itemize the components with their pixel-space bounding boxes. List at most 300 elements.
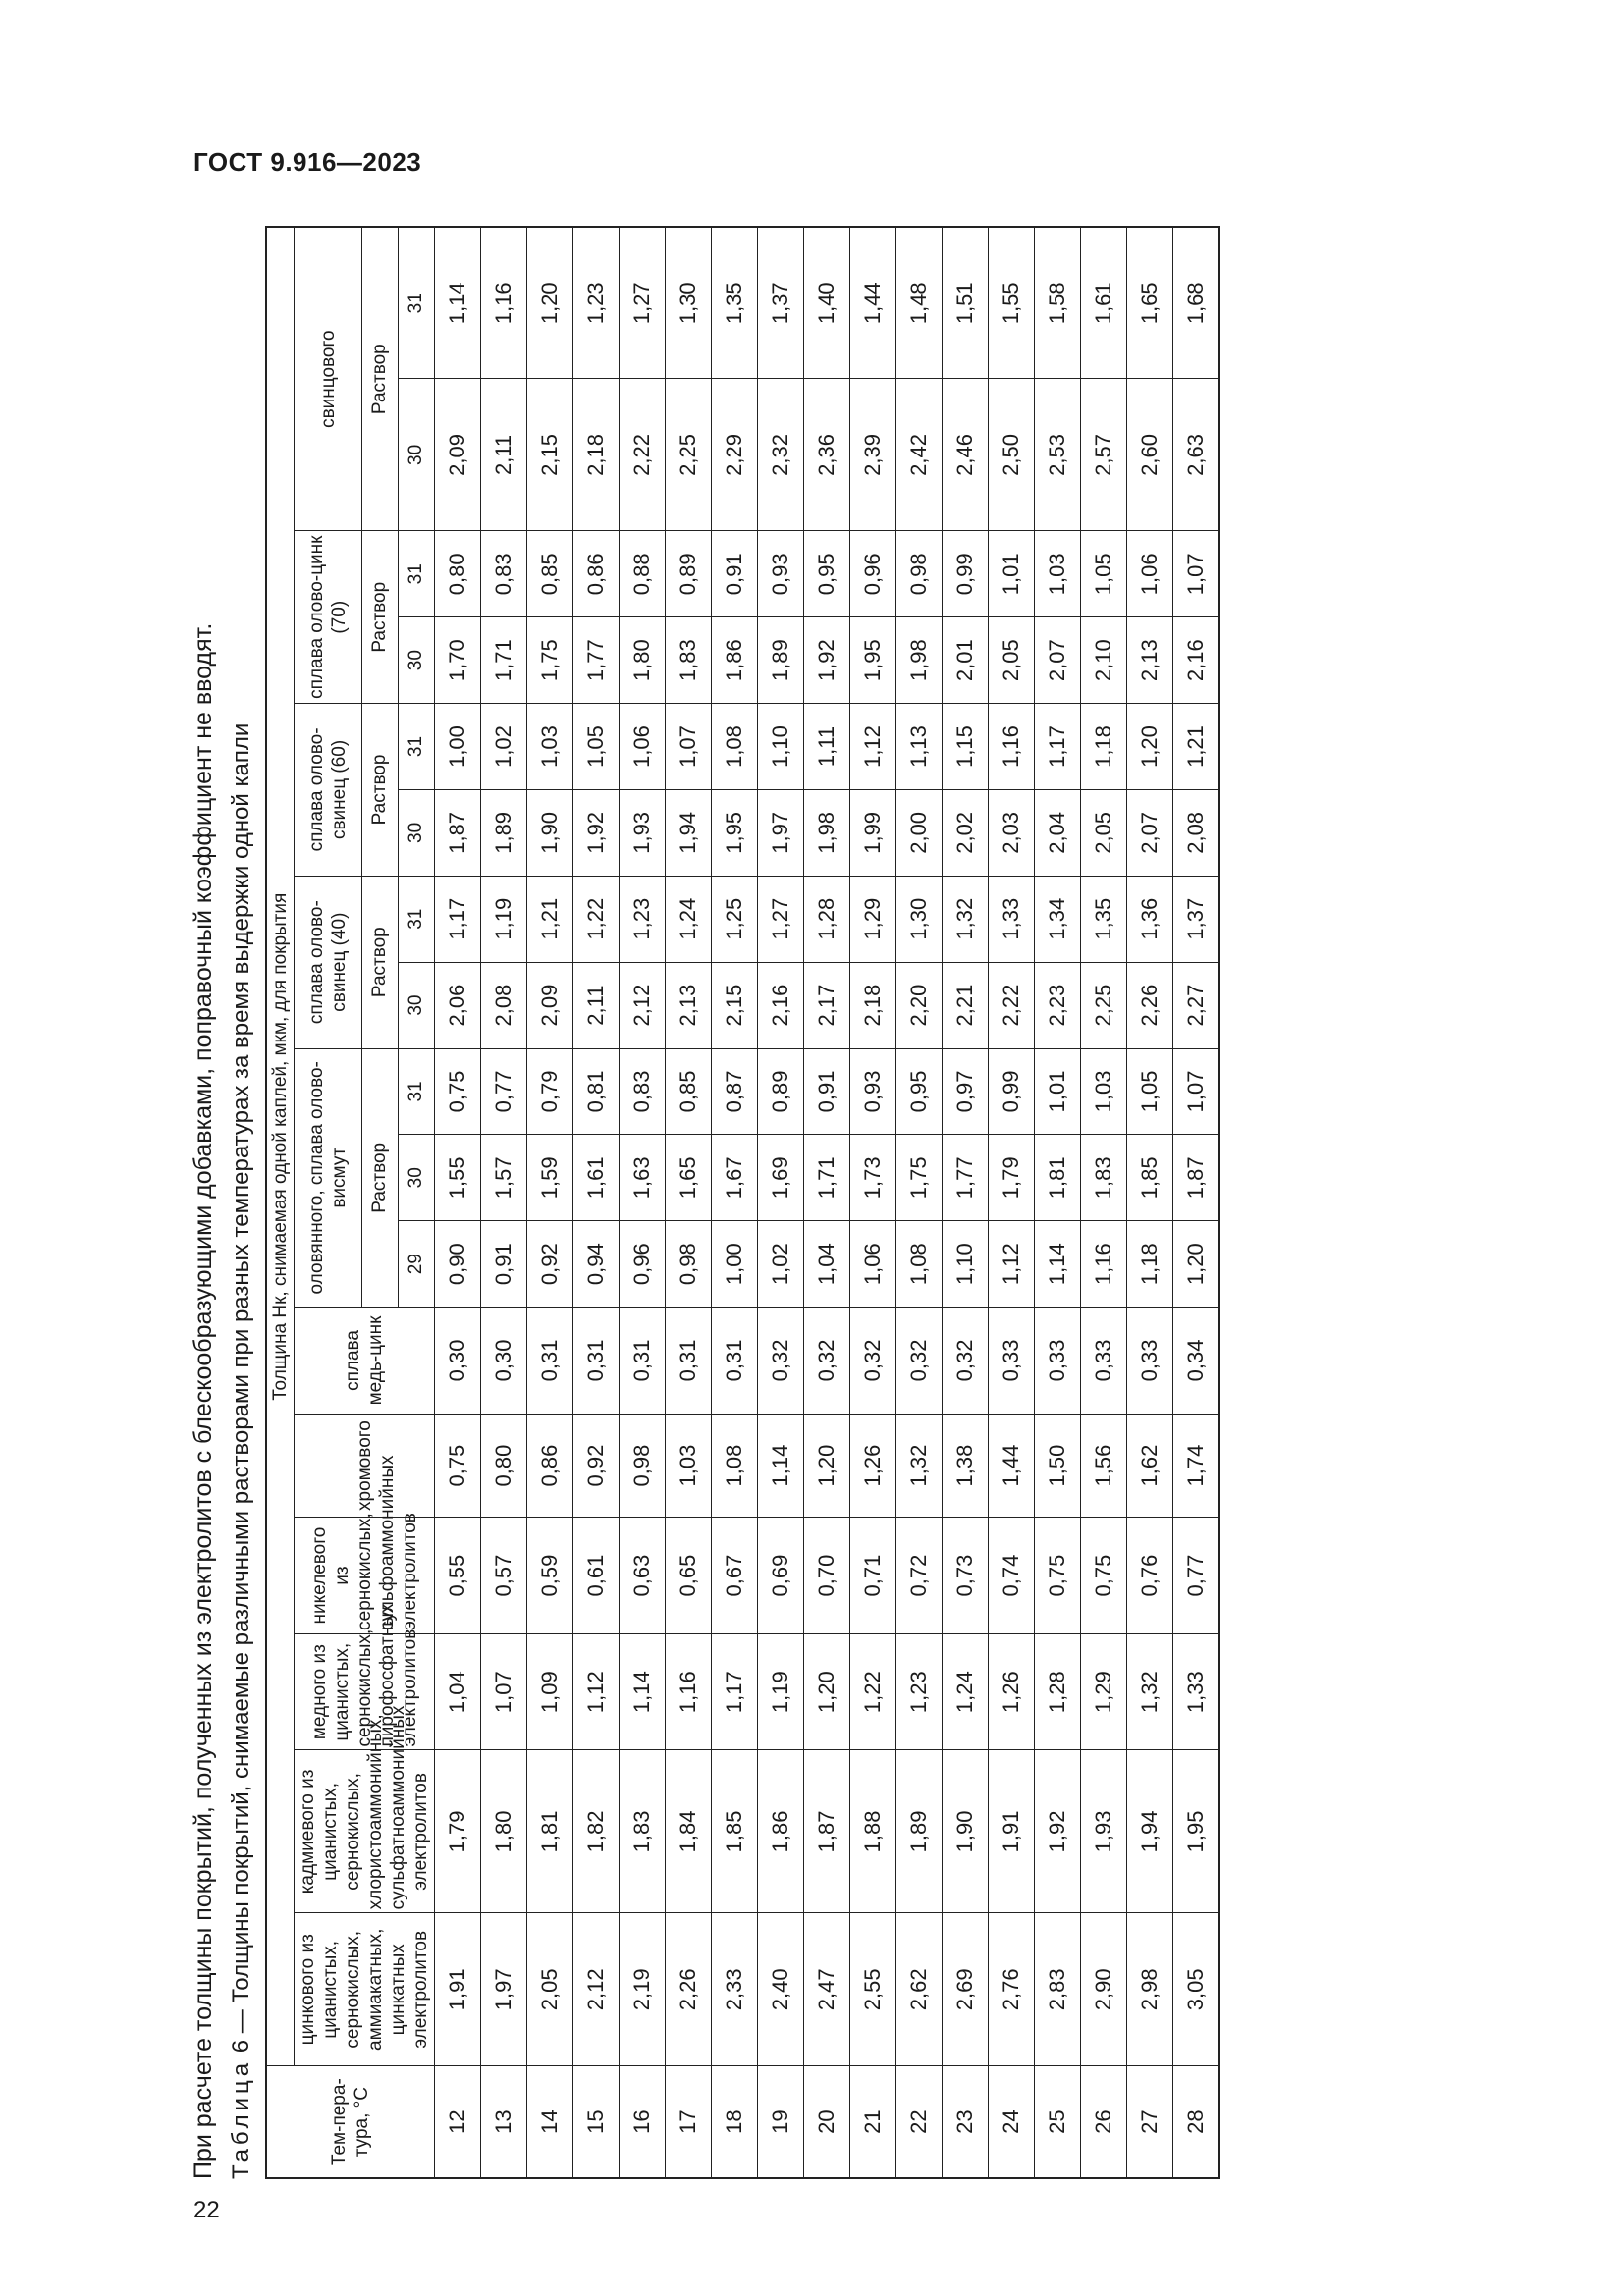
col-chromium: хромового xyxy=(295,1414,435,1517)
solution-number: 31 xyxy=(399,1048,435,1135)
thickness-cell: 2,19 xyxy=(620,1913,666,2066)
thickness-cell: 1,84 xyxy=(666,1750,712,1913)
table-row xyxy=(1035,227,1081,2178)
thickness-cell: 2,90 xyxy=(1081,1913,1127,2066)
thickness-cell: 1,06 xyxy=(1127,531,1173,617)
thickness-cell: 1,27 xyxy=(620,227,666,379)
thickness-cell: 2,00 xyxy=(896,789,943,876)
thickness-cell: 2,18 xyxy=(850,962,896,1048)
thickness-cell: 0,34 xyxy=(1173,1308,1220,1415)
thickness-cell: 0,92 xyxy=(527,1221,573,1308)
thickness-cell: 1,18 xyxy=(1127,1221,1173,1308)
thickness-cell: 2,11 xyxy=(573,962,620,1048)
thickness-cell: 1,80 xyxy=(481,1750,527,1913)
table-row xyxy=(527,227,573,2178)
solution-number: 30 xyxy=(399,1135,435,1221)
thickness-cell: 1,56 xyxy=(1081,1414,1127,1517)
thickness-cell: 1,11 xyxy=(804,704,850,790)
thickness-cell: 1,92 xyxy=(1035,1750,1081,1913)
table-caption xyxy=(226,226,257,2179)
thickness-cell: 0,93 xyxy=(758,531,804,617)
thickness-cell: 2,09 xyxy=(435,379,481,531)
thickness-cell: 1,90 xyxy=(527,789,573,876)
thickness-cell: 1,79 xyxy=(435,1750,481,1913)
thickness-cell: 0,31 xyxy=(620,1308,666,1415)
temperature-cell: 12 xyxy=(435,2066,481,2178)
thickness-cell: 1,17 xyxy=(1035,704,1081,790)
thickness-cell: 1,33 xyxy=(989,876,1035,962)
thickness-cell: 0,31 xyxy=(527,1308,573,1415)
thickness-cell: 1,89 xyxy=(758,617,804,704)
thickness-cell: 1,99 xyxy=(850,789,896,876)
thickness-cell: 2,05 xyxy=(989,617,1035,704)
thickness-cell: 1,26 xyxy=(989,1633,1035,1750)
thickness-cell: 1,97 xyxy=(758,789,804,876)
thickness-cell: 2,16 xyxy=(758,962,804,1048)
thickness-cell: 1,12 xyxy=(989,1221,1035,1308)
thickness-cell: 1,83 xyxy=(620,1750,666,1913)
thickness-cell: 1,19 xyxy=(481,876,527,962)
rotated-content xyxy=(187,226,1488,2179)
thickness-cell: 0,93 xyxy=(850,1048,896,1135)
table-row xyxy=(481,227,527,2178)
thickness-cell: 1,37 xyxy=(1173,876,1220,962)
thickness-cell: 2,33 xyxy=(712,1913,758,2066)
document-header: ГОСТ 9.916—2023 xyxy=(193,147,422,177)
thickness-cell: 0,97 xyxy=(943,1048,989,1135)
thickness-cell: 1,28 xyxy=(1035,1633,1081,1750)
thickness-cell: 1,20 xyxy=(527,227,573,379)
thickness-cell: 1,67 xyxy=(712,1135,758,1221)
thickness-cell: 1,92 xyxy=(573,789,620,876)
col-cadmium: кадмиевого из цианистых, сернокислых, хлористоаммонийных, сульфатноаммонийных электролитов xyxy=(295,1750,435,1913)
solution-label-zn70: Раствор xyxy=(362,531,399,704)
thickness-cell: 2,09 xyxy=(527,962,573,1048)
thickness-cell: 1,91 xyxy=(989,1750,1035,1913)
thickness-cell: 3,05 xyxy=(1173,1913,1220,2066)
thickness-cell: 1,06 xyxy=(620,704,666,790)
thickness-cell: 0,76 xyxy=(1127,1518,1173,1634)
temperature-cell: 21 xyxy=(850,2066,896,2178)
table-row xyxy=(573,227,620,2178)
thickness-cell: 0,95 xyxy=(804,531,850,617)
thickness-cell: 1,74 xyxy=(1173,1414,1220,1517)
thickness-cell: 2,60 xyxy=(1127,379,1173,531)
thickness-cell: 2,76 xyxy=(989,1913,1035,2066)
thickness-cell: 1,95 xyxy=(1173,1750,1220,1913)
thickness-cell: 1,10 xyxy=(758,704,804,790)
thickness-cell: 0,31 xyxy=(712,1308,758,1415)
thickness-cell: 1,65 xyxy=(666,1135,712,1221)
thickness-cell: 1,00 xyxy=(435,704,481,790)
temperature-cell: 16 xyxy=(620,2066,666,2178)
thickness-cell: 1,20 xyxy=(1127,704,1173,790)
thickness-cell: 0,94 xyxy=(573,1221,620,1308)
thickness-cell: 1,61 xyxy=(1081,227,1127,379)
thickness-cell: 0,33 xyxy=(989,1308,1035,1415)
thickness-cell: 2,53 xyxy=(1035,379,1081,531)
thickness-cell: 1,21 xyxy=(1173,704,1220,790)
col-copper-zinc: сплава медь-цинк xyxy=(295,1308,435,1415)
thickness-cell: 1,61 xyxy=(573,1135,620,1221)
thickness-cell: 1,05 xyxy=(1081,531,1127,617)
thickness-cell: 1,23 xyxy=(896,1633,943,1750)
thickness-cell: 2,05 xyxy=(1081,789,1127,876)
thickness-cell: 1,55 xyxy=(989,227,1035,379)
thickness-cell: 1,32 xyxy=(896,1414,943,1517)
thickness-cell: 2,62 xyxy=(896,1913,943,2066)
thickness-cell: 1,17 xyxy=(712,1633,758,1750)
thickness-cell: 1,59 xyxy=(527,1135,573,1221)
thickness-cell: 0,75 xyxy=(1035,1518,1081,1634)
thickness-cell: 1,05 xyxy=(573,704,620,790)
thickness-cell: 1,81 xyxy=(1035,1135,1081,1221)
solution-number: 30 xyxy=(399,617,435,704)
thickness-cell: 0,96 xyxy=(850,531,896,617)
thickness-cell: 1,87 xyxy=(804,1750,850,1913)
thickness-cell: 1,30 xyxy=(896,876,943,962)
thickness-cell: 1,08 xyxy=(712,1414,758,1517)
thickness-cell: 1,80 xyxy=(620,617,666,704)
thickness-cell: 2,06 xyxy=(435,962,481,1048)
temperature-cell: 18 xyxy=(712,2066,758,2178)
thickness-cell: 2,23 xyxy=(1035,962,1081,1048)
thickness-cell: 1,86 xyxy=(712,617,758,704)
thickness-cell: 1,07 xyxy=(481,1633,527,1750)
thickness-cell: 1,03 xyxy=(1035,531,1081,617)
table-row xyxy=(850,227,896,2178)
thickness-cell: 1,71 xyxy=(481,617,527,704)
thickness-table xyxy=(265,226,1220,2179)
solution-label-pb60: Раствор xyxy=(362,704,399,877)
thickness-cell: 1,77 xyxy=(573,617,620,704)
thickness-cell: 2,47 xyxy=(804,1913,850,2066)
thickness-cell: 2,69 xyxy=(943,1913,989,2066)
thickness-cell: 0,77 xyxy=(481,1048,527,1135)
solution-number: 30 xyxy=(399,962,435,1048)
thickness-cell: 1,73 xyxy=(850,1135,896,1221)
table-body xyxy=(435,227,1220,2178)
thickness-cell: 1,38 xyxy=(943,1414,989,1517)
thickness-cell: 2,29 xyxy=(712,379,758,531)
thickness-cell: 1,13 xyxy=(896,704,943,790)
thickness-cell: 2,36 xyxy=(804,379,850,531)
thickness-cell: 0,91 xyxy=(712,531,758,617)
thickness-cell: 1,25 xyxy=(712,876,758,962)
thickness-cell: 2,15 xyxy=(712,962,758,1048)
thickness-cell: 0,33 xyxy=(1081,1308,1127,1415)
thickness-cell: 1,35 xyxy=(1081,876,1127,962)
thickness-cell: 0,96 xyxy=(620,1221,666,1308)
thickness-cell: 2,42 xyxy=(896,379,943,531)
temperature-cell: 25 xyxy=(1035,2066,1081,2178)
thickness-cell: 1,48 xyxy=(896,227,943,379)
thickness-cell: 1,91 xyxy=(435,1913,481,2066)
thickness-cell: 2,13 xyxy=(1127,617,1173,704)
thickness-cell: 1,83 xyxy=(1081,1135,1127,1221)
thickness-cell: 2,21 xyxy=(943,962,989,1048)
thickness-cell: 0,32 xyxy=(850,1308,896,1415)
thickness-cell: 0,83 xyxy=(481,531,527,617)
solution-label-tin: Раствор xyxy=(362,1048,399,1308)
thickness-cell: 1,33 xyxy=(1173,1633,1220,1750)
thickness-cell: 1,26 xyxy=(850,1414,896,1517)
thickness-cell: 1,62 xyxy=(1127,1414,1173,1517)
col-copper: медного из цианистых, сернокислых, пирофосфатных электролитов xyxy=(295,1633,435,1750)
thickness-cell: 2,05 xyxy=(527,1913,573,2066)
thickness-cell: 0,98 xyxy=(666,1221,712,1308)
thickness-cell: 2,03 xyxy=(989,789,1035,876)
table-row xyxy=(666,227,712,2178)
thickness-cell: 1,57 xyxy=(481,1135,527,1221)
thickness-cell: 2,22 xyxy=(620,379,666,531)
thickness-cell: 1,58 xyxy=(1035,227,1081,379)
thickness-cell: 1,07 xyxy=(1173,531,1220,617)
thickness-cell: 0,85 xyxy=(527,531,573,617)
thickness-cell: 2,55 xyxy=(850,1913,896,2066)
thickness-cell: 2,50 xyxy=(989,379,1035,531)
thickness-cell: 0,65 xyxy=(666,1518,712,1634)
thickness-cell: 0,33 xyxy=(1035,1308,1081,1415)
thickness-cell: 1,40 xyxy=(804,227,850,379)
thickness-cell: 2,01 xyxy=(943,617,989,704)
thickness-group-header: Толщина Hк, снимаемая одной каплей, мкм, для покрытия xyxy=(266,227,295,2066)
temperature-header: Тем-пера-тура, °С xyxy=(266,2066,435,2178)
thickness-cell: 0,31 xyxy=(573,1308,620,1415)
thickness-cell: 2,25 xyxy=(666,379,712,531)
temperature-cell: 22 xyxy=(896,2066,943,2178)
table-row xyxy=(1173,227,1220,2178)
thickness-cell: 0,30 xyxy=(435,1308,481,1415)
thickness-cell: 0,89 xyxy=(758,1048,804,1135)
intro-paragraph: При расчете толщины покрытий, полученных из электролитов с блескообразующими добавками, поправочный коэффициент не вводят. xyxy=(189,622,217,2179)
thickness-cell: 0,33 xyxy=(1127,1308,1173,1415)
thickness-cell: 2,12 xyxy=(573,1913,620,2066)
table-row xyxy=(712,227,758,2178)
thickness-cell: 1,29 xyxy=(1081,1633,1127,1750)
thickness-cell: 2,27 xyxy=(1173,962,1220,1048)
thickness-cell: 0,32 xyxy=(943,1308,989,1415)
thickness-cell: 1,68 xyxy=(1173,227,1220,379)
thickness-cell: 1,88 xyxy=(850,1750,896,1913)
thickness-cell: 1,32 xyxy=(1127,1633,1173,1750)
thickness-cell: 1,03 xyxy=(666,1414,712,1517)
table-row xyxy=(620,227,666,2178)
thickness-cell: 1,34 xyxy=(1035,876,1081,962)
thickness-cell: 1,85 xyxy=(1127,1135,1173,1221)
temperature-cell: 26 xyxy=(1081,2066,1127,2178)
thickness-cell: 1,07 xyxy=(1173,1048,1220,1135)
thickness-cell: 1,02 xyxy=(758,1221,804,1308)
thickness-cell: 1,87 xyxy=(435,789,481,876)
table-row xyxy=(989,227,1035,2178)
thickness-cell: 1,27 xyxy=(758,876,804,962)
thickness-cell: 1,85 xyxy=(712,1750,758,1913)
thickness-cell: 1,00 xyxy=(712,1221,758,1308)
thickness-cell: 2,63 xyxy=(1173,379,1220,531)
thickness-cell: 0,30 xyxy=(481,1308,527,1415)
thickness-cell: 0,91 xyxy=(481,1221,527,1308)
thickness-cell: 1,83 xyxy=(666,617,712,704)
thickness-cell: 1,09 xyxy=(527,1633,573,1750)
thickness-cell: 2,26 xyxy=(1127,962,1173,1048)
thickness-cell: 1,12 xyxy=(850,704,896,790)
thickness-cell: 1,12 xyxy=(573,1633,620,1750)
thickness-cell: 0,32 xyxy=(896,1308,943,1415)
thickness-cell: 1,20 xyxy=(804,1633,850,1750)
thickness-cell: 0,32 xyxy=(804,1308,850,1415)
col-zinc: цинкового из цианистых, сернокислых, аммиакатных, цинкатных электролитов xyxy=(295,1913,435,2066)
thickness-cell: 2,02 xyxy=(943,789,989,876)
temperature-cell: 19 xyxy=(758,2066,804,2178)
thickness-cell: 1,03 xyxy=(1081,1048,1127,1135)
thickness-cell: 1,16 xyxy=(989,704,1035,790)
thickness-cell: 2,07 xyxy=(1127,789,1173,876)
thickness-cell: 1,87 xyxy=(1173,1135,1220,1221)
thickness-cell: 2,83 xyxy=(1035,1913,1081,2066)
thickness-cell: 1,28 xyxy=(804,876,850,962)
thickness-cell: 0,99 xyxy=(989,1048,1035,1135)
thickness-cell: 0,70 xyxy=(804,1518,850,1634)
thickness-cell: 1,51 xyxy=(943,227,989,379)
table-row xyxy=(758,227,804,2178)
page-number: 22 xyxy=(193,2197,220,2223)
thickness-cell: 1,89 xyxy=(481,789,527,876)
thickness-cell: 1,29 xyxy=(850,876,896,962)
thickness-cell: 1,05 xyxy=(1127,1048,1173,1135)
table-caption-prefix: Таблица xyxy=(228,2058,254,2179)
thickness-cell: 0,90 xyxy=(435,1221,481,1308)
thickness-cell: 2,15 xyxy=(527,379,573,531)
thickness-cell: 1,03 xyxy=(527,704,573,790)
thickness-cell: 2,11 xyxy=(481,379,527,531)
thickness-cell: 1,02 xyxy=(481,704,527,790)
thickness-cell: 1,21 xyxy=(527,876,573,962)
thickness-cell: 0,31 xyxy=(666,1308,712,1415)
thickness-cell: 2,57 xyxy=(1081,379,1127,531)
thickness-cell: 0,86 xyxy=(573,531,620,617)
solution-label-pb40: Раствор xyxy=(362,876,399,1048)
temperature-cell: 24 xyxy=(989,2066,1035,2178)
thickness-cell: 2,18 xyxy=(573,379,620,531)
thickness-cell: 2,22 xyxy=(989,962,1035,1048)
table-row xyxy=(435,227,481,2178)
solution-number: 30 xyxy=(399,379,435,531)
thickness-cell: 1,16 xyxy=(481,227,527,379)
thickness-cell: 1,23 xyxy=(573,227,620,379)
thickness-cell: 1,69 xyxy=(758,1135,804,1221)
thickness-cell: 0,88 xyxy=(620,531,666,617)
thickness-cell: 1,89 xyxy=(896,1750,943,1913)
col-lead: свинцового xyxy=(295,227,362,531)
thickness-cell: 0,55 xyxy=(435,1518,481,1634)
thickness-cell: 1,14 xyxy=(1035,1221,1081,1308)
thickness-cell: 0,67 xyxy=(712,1518,758,1634)
thickness-cell: 1,16 xyxy=(666,1633,712,1750)
thickness-cell: 1,65 xyxy=(1127,227,1173,379)
solution-number: 31 xyxy=(399,876,435,962)
col-nickel: никелевого из сернокислых, сульфоаммонийных электролитов xyxy=(295,1518,435,1634)
thickness-cell: 0,99 xyxy=(943,531,989,617)
thickness-cell: 0,98 xyxy=(896,531,943,617)
thickness-cell: 0,77 xyxy=(1173,1518,1220,1634)
thickness-cell: 1,15 xyxy=(943,704,989,790)
solution-number: 31 xyxy=(399,531,435,617)
thickness-cell: 1,71 xyxy=(804,1135,850,1221)
thickness-cell: 1,50 xyxy=(1035,1414,1081,1517)
thickness-cell: 1,22 xyxy=(850,1633,896,1750)
thickness-cell: 2,98 xyxy=(1127,1913,1173,2066)
thickness-cell: 0,81 xyxy=(573,1048,620,1135)
thickness-cell: 0,75 xyxy=(1081,1518,1127,1634)
solution-label-lead: Раствор xyxy=(362,227,399,531)
thickness-cell: 1,95 xyxy=(712,789,758,876)
thickness-cell: 1,75 xyxy=(896,1135,943,1221)
temperature-cell: 17 xyxy=(666,2066,712,2178)
thickness-cell: 1,04 xyxy=(435,1633,481,1750)
thickness-cell: 0,71 xyxy=(850,1518,896,1634)
thickness-cell: 1,18 xyxy=(1081,704,1127,790)
thickness-cell: 1,86 xyxy=(758,1750,804,1913)
thickness-cell: 1,93 xyxy=(620,789,666,876)
thickness-cell: 0,69 xyxy=(758,1518,804,1634)
thickness-cell: 1,08 xyxy=(896,1221,943,1308)
thickness-cell: 1,07 xyxy=(666,704,712,790)
thickness-cell: 1,82 xyxy=(573,1750,620,1913)
thickness-cell: 1,70 xyxy=(435,617,481,704)
thickness-cell: 1,14 xyxy=(435,227,481,379)
thickness-cell: 2,13 xyxy=(666,962,712,1048)
thickness-cell: 2,40 xyxy=(758,1913,804,2066)
solution-number: 31 xyxy=(399,704,435,790)
thickness-cell: 1,63 xyxy=(620,1135,666,1221)
thickness-cell: 0,79 xyxy=(527,1048,573,1135)
temperature-cell: 15 xyxy=(573,2066,620,2178)
thickness-cell: 1,94 xyxy=(666,789,712,876)
temperature-cell: 14 xyxy=(527,2066,573,2178)
thickness-cell: 2,08 xyxy=(1173,789,1220,876)
solution-number: 29 xyxy=(399,1221,435,1308)
thickness-cell: 2,12 xyxy=(620,962,666,1048)
thickness-cell: 1,92 xyxy=(804,617,850,704)
temperature-cell: 20 xyxy=(804,2066,850,2178)
thickness-cell: 2,16 xyxy=(1173,617,1220,704)
thickness-cell: 1,93 xyxy=(1081,1750,1127,1913)
thickness-cell: 1,01 xyxy=(1035,1048,1081,1135)
thickness-cell: 1,97 xyxy=(481,1913,527,2066)
thickness-cell: 2,32 xyxy=(758,379,804,531)
thickness-cell: 0,72 xyxy=(896,1518,943,1634)
thickness-cell: 1,16 xyxy=(1081,1221,1127,1308)
thickness-cell: 1,17 xyxy=(435,876,481,962)
thickness-cell: 2,10 xyxy=(1081,617,1127,704)
thickness-cell: 0,83 xyxy=(620,1048,666,1135)
thickness-cell: 1,24 xyxy=(943,1633,989,1750)
table-row xyxy=(943,227,989,2178)
thickness-cell: 1,98 xyxy=(896,617,943,704)
thickness-cell: 0,91 xyxy=(804,1048,850,1135)
thickness-cell: 2,08 xyxy=(481,962,527,1048)
thickness-cell: 0,92 xyxy=(573,1414,620,1517)
thickness-cell: 0,98 xyxy=(620,1414,666,1517)
thickness-cell: 1,19 xyxy=(758,1633,804,1750)
thickness-cell: 0,61 xyxy=(573,1518,620,1634)
thickness-cell: 0,57 xyxy=(481,1518,527,1634)
thickness-cell: 1,20 xyxy=(1173,1221,1220,1308)
thickness-cell: 1,98 xyxy=(804,789,850,876)
thickness-cell: 0,73 xyxy=(943,1518,989,1634)
thickness-cell: 1,44 xyxy=(989,1414,1035,1517)
